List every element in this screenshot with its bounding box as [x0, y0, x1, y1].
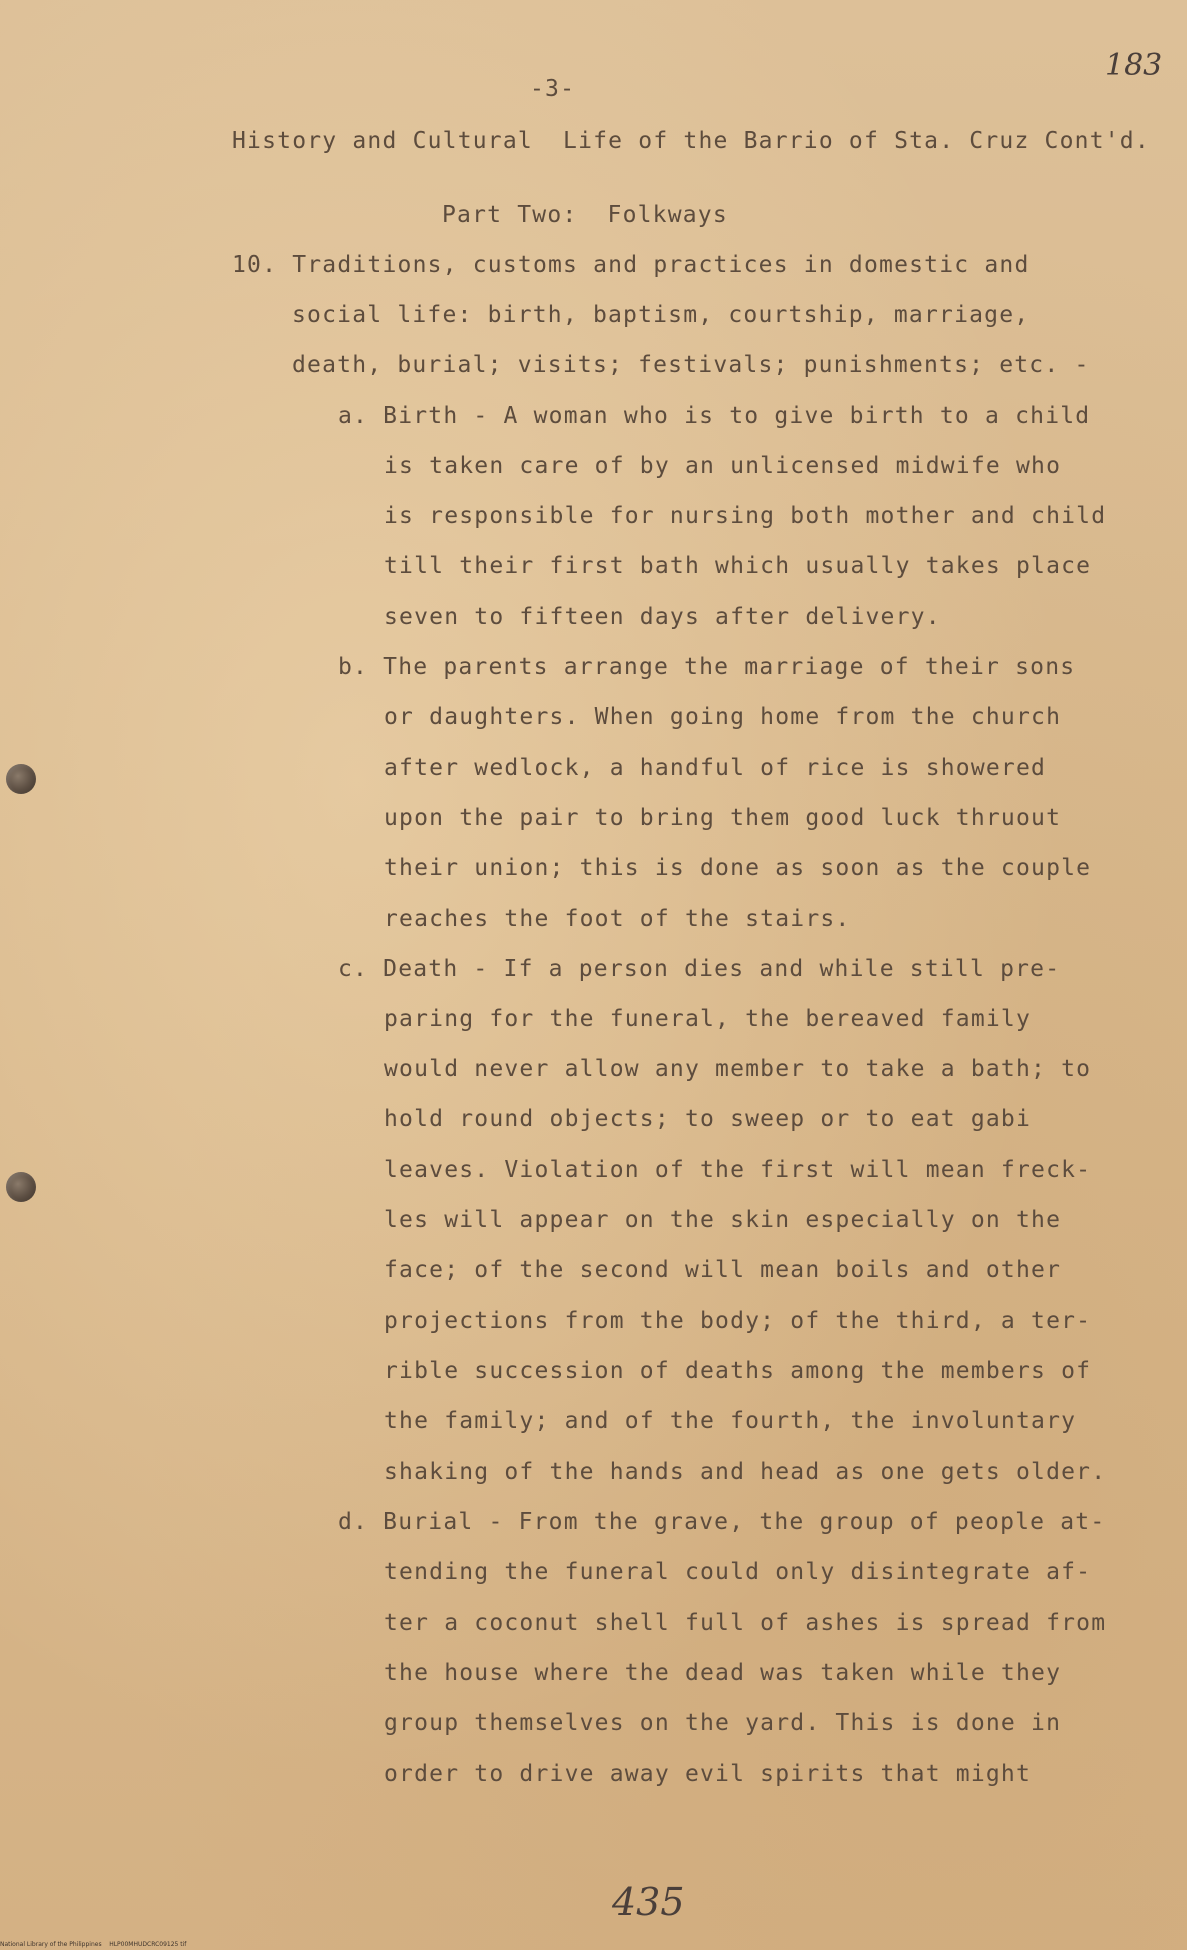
- item-line: les will appear on the skin especially on the: [384, 1207, 1062, 1233]
- item-line: reaches the foot of the stairs.: [384, 906, 851, 932]
- item-line: till their first bath which usually takes place: [384, 553, 1092, 579]
- item-line: hold round objects; to sweep or to eat gabi: [384, 1106, 1032, 1132]
- handwritten-page-number: 435: [612, 1880, 685, 1924]
- item-line: or daughters. When going home from the church: [384, 704, 1062, 730]
- section-line: 10. Traditions, customs and practices in domestic and: [232, 252, 1030, 278]
- item-line: d. Burial - From the grave, the group of people at-: [338, 1509, 1106, 1535]
- item-line: after wedlock, a handful of rice is showered: [384, 755, 1047, 781]
- item-line: tending the funeral could only disintegrate af-: [384, 1559, 1092, 1585]
- item-line: rible succession of deaths among the members of: [384, 1358, 1092, 1384]
- item-line: the family; and of the fourth, the involuntary: [384, 1408, 1077, 1434]
- item-line: their union; this is done as soon as the couple: [384, 855, 1092, 881]
- item-line: the house where the dead was taken while they: [384, 1660, 1062, 1686]
- item-line: upon the pair to bring them good luck thruout: [384, 805, 1062, 831]
- item-line: is responsible for nursing both mother and child: [384, 503, 1107, 529]
- binder-hole-icon: [6, 764, 36, 794]
- item-line: a. Birth - A woman who is to give birth to a child: [338, 403, 1091, 429]
- item-line: would never allow any member to take a bath; to: [384, 1056, 1092, 1082]
- section-line: death, burial; visits; festivals; punishments; etc. -: [292, 352, 1090, 378]
- document-header: History and Cultural Life of the Barrio of Sta. Cruz Cont'd.: [232, 128, 1150, 154]
- item-line: c. Death - If a person dies and while still pre-: [338, 956, 1061, 982]
- binder-hole-icon: [6, 1172, 36, 1202]
- item-line: ter a coconut shell full of ashes is spread from: [384, 1610, 1107, 1636]
- item-line: face; of the second will mean boils and other: [384, 1257, 1062, 1283]
- item-line: seven to fifteen days after delivery.: [384, 604, 941, 630]
- corner-page-number: 183: [1105, 48, 1163, 83]
- page-marker: -3-: [530, 76, 576, 102]
- item-line: leaves. Violation of the first will mean freck-: [384, 1157, 1092, 1183]
- part-title: Part Two: Folkways: [442, 202, 728, 228]
- item-line: is taken care of by an unlicensed midwife who: [384, 453, 1062, 479]
- item-line: shaking of the hands and head as one gets older.: [384, 1459, 1107, 1485]
- item-line: paring for the funeral, the bereaved family: [384, 1006, 1032, 1032]
- item-line: projections from the body; of the third, a ter-: [384, 1308, 1092, 1334]
- item-line: b. The parents arrange the marriage of their sons: [338, 654, 1076, 680]
- item-line: group themselves on the yard. This is done in: [384, 1710, 1062, 1736]
- section-line: social life: birth, baptism, courtship, marriage,: [292, 302, 1030, 328]
- scan-footer: National Library of the Philippines HLP00MHUDCRC09125 tif: [0, 1941, 187, 1948]
- item-line: order to drive away evil spirits that might: [384, 1761, 1032, 1787]
